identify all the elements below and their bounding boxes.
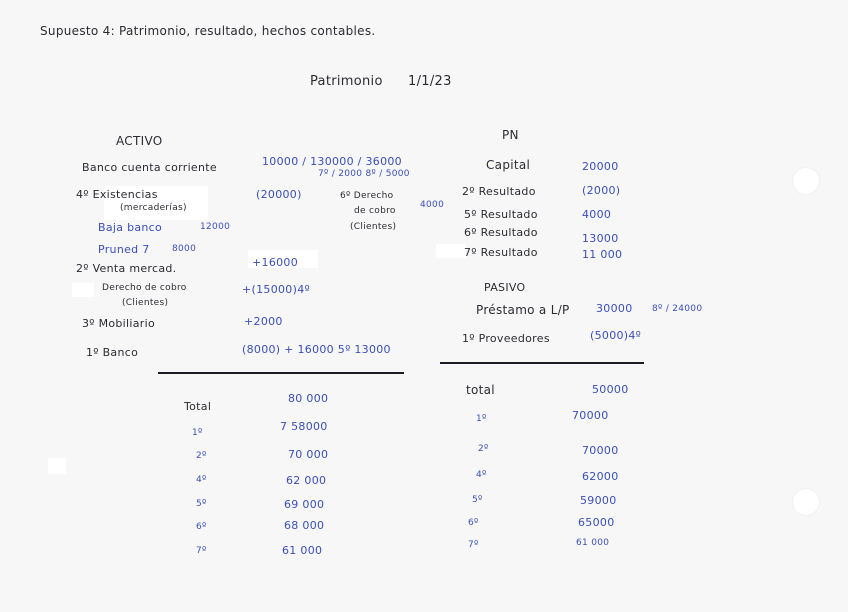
activo-row-num: 6º <box>196 522 207 532</box>
pasivo-row-num: 6º <box>468 518 479 528</box>
punch-hole-top <box>793 168 819 194</box>
capital-value: 20000 <box>582 160 619 173</box>
activo-total-value: 80 000 <box>288 392 329 405</box>
resultado2-value: (2000) <box>582 184 621 197</box>
resultado6-label: 6º Resultado <box>464 226 538 239</box>
existencias-label: 4º Existencias <box>76 188 158 201</box>
derecho-label: Derecho de cobro <box>102 283 187 293</box>
correction-patch <box>48 458 66 474</box>
activo-heading: ACTIVO <box>116 134 163 148</box>
pasivo-total-label: total <box>466 383 495 397</box>
pasivo-row-value: 62000 <box>582 470 619 483</box>
pasivo-row-value: 65000 <box>578 516 615 529</box>
pasivo-row-num: 7º <box>468 540 479 550</box>
pasivo-divider <box>440 362 644 364</box>
punch-hole-bottom <box>793 489 819 515</box>
bcc-label: Banco cuenta corriente <box>82 161 217 174</box>
activo-row-num: 1º <box>192 428 203 438</box>
activo-row-value: 62 000 <box>286 474 327 487</box>
activo-total-label: Total <box>184 400 212 413</box>
prestamo-extra: 8º / 24000 <box>652 304 703 314</box>
activo-row-value: 68 000 <box>284 519 325 532</box>
prestamo-value: 30000 <box>596 302 633 315</box>
pasivo-heading: PASIVO <box>484 281 526 294</box>
activo-row-num: 5º <box>196 499 207 509</box>
derecho6-sub2: (Clientes) <box>350 222 397 232</box>
activo-row-value: 7 58000 <box>280 420 328 433</box>
activo-row-value: 70 000 <box>288 448 329 461</box>
activo-row-num: 7º <box>196 546 207 556</box>
resultado2-label: 2º Resultado <box>462 185 536 198</box>
derecho-sublabel: (Clientes) <box>122 298 169 308</box>
bcc-values: 10000 / 130000 / 36000 <box>262 155 402 168</box>
pasivo-row-num: 1º <box>476 414 487 424</box>
derecho6-label: 6º Derecho <box>340 191 394 201</box>
capital-label: Capital <box>486 158 531 172</box>
pn-heading: PN <box>502 128 519 142</box>
venta-value: +16000 <box>252 256 299 269</box>
bcc-values-2: 7º / 2000 8º / 5000 <box>318 169 410 179</box>
proveedores-value: (5000)4º <box>590 329 642 342</box>
correction-patch <box>436 244 466 258</box>
proveedores-label: 1º Proveedores <box>462 332 550 345</box>
activo-divider <box>158 372 404 374</box>
mobiliario-label: 3º Mobiliario <box>82 317 155 330</box>
derecho6-sub1: de cobro <box>354 206 396 216</box>
existencias-value: (20000) <box>256 188 302 201</box>
activo-row-value: 69 000 <box>284 498 325 511</box>
mobiliario-value: +2000 <box>244 315 283 328</box>
document-title: Supuesto 4: Patrimonio, resultado, hechos contables. <box>40 24 376 38</box>
correction-patch <box>72 283 94 297</box>
activo-row-num: 4º <box>196 475 207 485</box>
baja-banco-label: Baja banco <box>98 221 163 234</box>
prestamo-label: Préstamo a L/P <box>476 303 570 317</box>
resultado5-label: 5º Resultado <box>464 208 538 221</box>
pasivo-row-value: 70000 <box>572 409 609 422</box>
pasivo-row-num: 4º <box>476 470 487 480</box>
patrimonio-date: 1/1/23 <box>408 74 452 89</box>
pasivo-row-value: 59000 <box>580 494 617 507</box>
pasivo-row-num: 5º <box>472 495 483 505</box>
resultado6-value: 13000 <box>582 232 619 245</box>
patrimonio-title: Patrimonio <box>310 74 383 89</box>
resultado7-label: 7º Resultado <box>464 246 538 259</box>
pasivo-row-value: 61 000 <box>576 538 610 548</box>
resultado5-value: 4000 <box>582 208 612 221</box>
pasivo-row-num: 2º <box>478 444 489 454</box>
resultado7-value: 11 000 <box>582 248 623 261</box>
pasivo-row-value: 70000 <box>582 444 619 457</box>
existencias-sublabel: (mercaderías) <box>120 203 187 213</box>
pruned-label: Pruned 7 <box>98 243 150 256</box>
activo-row-num: 2º <box>196 451 207 461</box>
pasivo-total-value: 50000 <box>592 383 629 396</box>
derecho-value: +(15000)4º <box>242 283 310 296</box>
banco-label: 1º Banco <box>86 346 139 359</box>
banco-value: (8000) + 16000 5º 13000 <box>242 343 391 356</box>
pruned-value: 8000 <box>172 244 197 254</box>
derecho6-value: 4000 <box>420 200 445 210</box>
baja-banco-value: 12000 <box>200 222 231 232</box>
venta-label: 2º Venta mercad. <box>76 262 177 275</box>
activo-row-value: 61 000 <box>282 544 323 557</box>
